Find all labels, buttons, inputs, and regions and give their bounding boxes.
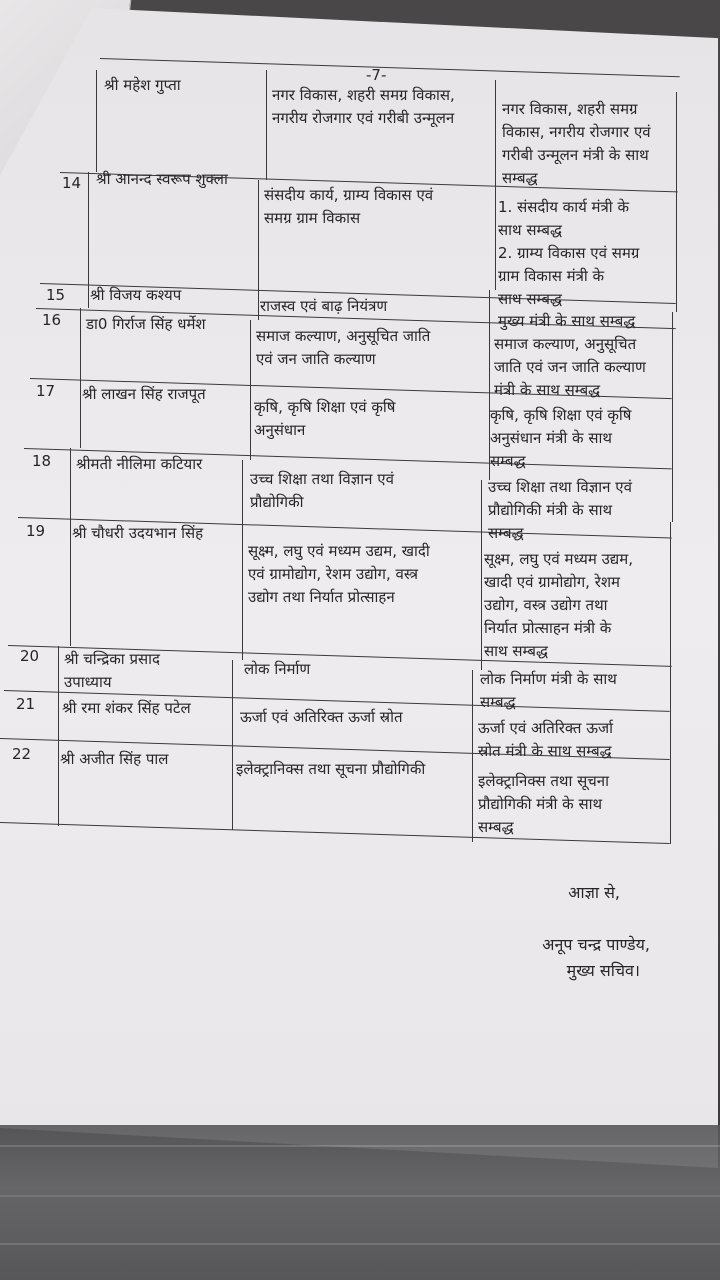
row-attachment: सूक्ष्म, लघु एवं मध्यम उद्यम, खादी एवं ग्रामोद्योग, रेशम उद्योग, वस्त्र उद्योग तथा निर्यात प्रोत्साहन मंत्री के साथ सम्बद्ध bbox=[484, 550, 633, 660]
row-name: श्री चौधरी उदयभान सिंह bbox=[72, 524, 204, 542]
row-department: नगर विकास, शहरी समग्र विकास, नगरीय रोजगार एवं गरीबी उन्मूलन bbox=[272, 86, 455, 127]
row-number: 17 bbox=[36, 382, 56, 400]
row-attachment: मुख्य मंत्री के साथ सम्बद्ध bbox=[498, 312, 636, 330]
background-surface bbox=[0, 1125, 720, 1280]
row-department: संसदीय कार्य, ग्राम्य विकास एवं समग्र ग्राम विकास bbox=[264, 186, 434, 227]
row-number: 15 bbox=[46, 286, 66, 304]
row-number: 19 bbox=[26, 522, 46, 540]
row-name: श्री अजीत सिंह पाल bbox=[60, 750, 169, 768]
row-name: श्री महेश गुप्ता bbox=[104, 76, 181, 94]
row-attachment: कृषि, कृषि शिक्षा एवं कृषि अनुसंधान मंत्री के साथ सम्बद्ध bbox=[490, 406, 632, 470]
row-name: श्री आनन्द स्वरूप शुक्ला bbox=[96, 170, 228, 188]
row-department: लोक निर्माण bbox=[244, 660, 311, 678]
row-number: 22 bbox=[12, 745, 32, 763]
row-attachment: समाज कल्याण, अनुसूचित जाति एवं जन जाति कल्याण मंत्री के साथ सम्बद्ध bbox=[494, 335, 646, 399]
row-number: 16 bbox=[42, 311, 62, 329]
row-department: सूक्ष्म, लघु एवं मध्यम उद्यम, खादी एवं ग्रामोद्योग, रेशम उद्योग, वस्त्र उद्योग तथा निर्यात प्रोत्साहन bbox=[248, 542, 430, 606]
row-number: 14 bbox=[62, 174, 82, 192]
row-attachment: लोक निर्माण मंत्री के साथ सम्बद्ध bbox=[480, 670, 617, 711]
row-department: उच्च शिक्षा तथा विज्ञान एवं प्रौद्योगिकी bbox=[250, 470, 394, 511]
row-attachment: इलेक्ट्रानिक्स तथा सूचना प्रौद्योगिकी मंत्री के साथ सम्बद्ध bbox=[478, 772, 610, 836]
row-attachment: 1. संसदीय कार्य मंत्री के साथ सम्बद्ध 2. ग्राम्य विकास एवं समग्र ग्राम विकास मंत्री के साथ सम्बद्ध bbox=[498, 198, 640, 308]
row-number: 21 bbox=[16, 695, 36, 713]
row-department: कृषि, कृषि शिक्षा एवं कृषि अनुसंधान bbox=[254, 398, 396, 439]
row-attachment: ऊर्जा एवं अतिरिक्त ऊर्जा स्रोत मंत्री के साथ सम्बद्ध bbox=[478, 719, 614, 760]
page-number: -7- bbox=[366, 66, 387, 84]
row-department: समाज कल्याण, अनुसूचित जाति एवं जन जाति कल्याण bbox=[256, 327, 431, 368]
row-department: ऊर्जा एवं अतिरिक्त ऊर्जा स्रोत bbox=[240, 708, 403, 726]
row-attachment: नगर विकास, शहरी समग्र विकास, नगरीय रोजगार एवं गरीबी उन्मूलन मंत्री के साथ सम्बद्ध bbox=[502, 100, 651, 187]
row-name: श्री रमा शंकर सिंह पटेल bbox=[62, 699, 191, 717]
row-name: श्री विजय कश्यप bbox=[90, 286, 182, 304]
row-department: राजस्व एवं बाढ़ नियंत्रण bbox=[260, 297, 388, 315]
row-department: इलेक्ट्रानिक्स तथा सूचना प्रौद्योगिकी bbox=[236, 760, 426, 778]
row-number: 20 bbox=[20, 647, 40, 665]
order-line: आज्ञा से, bbox=[568, 883, 620, 902]
row-name: श्री चन्द्रिका प्रसाद उपाध्याय bbox=[64, 650, 160, 691]
row-number: 18 bbox=[32, 452, 52, 470]
row-name: श्री लाखन सिंह राजपूत bbox=[82, 385, 206, 403]
row-name: श्रीमती नीलिमा कटियार bbox=[76, 455, 203, 473]
signatory-name: अनूप चन्द्र पाण्डेय, bbox=[542, 935, 650, 954]
signatory-designation: मुख्य सचिव। bbox=[566, 961, 640, 980]
row-attachment: उच्च शिक्षा तथा विज्ञान एवं प्रौद्योगिकी मंत्री के साथ सम्बद्ध bbox=[488, 478, 632, 542]
row-name: डा0 गिर्राज सिंह धर्मेश bbox=[86, 315, 206, 333]
